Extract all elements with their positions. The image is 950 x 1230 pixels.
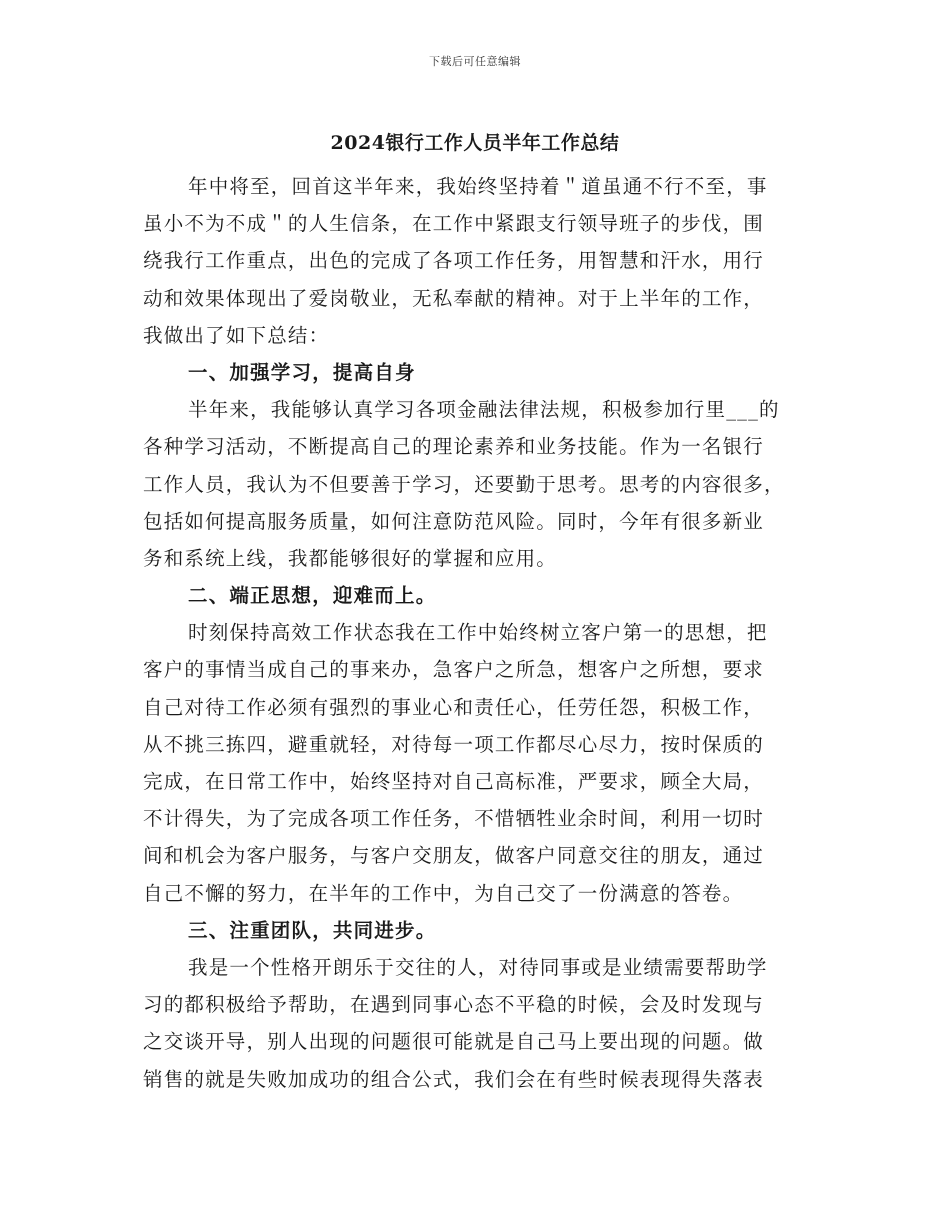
paragraph-line: 工作人员，我认为不但要善于学习，还要勤于思考。思考的内容很多， [143, 472, 785, 496]
paragraph-line: 绕我行工作重点，出色的完成了各项工作任务，用智慧和汗水，用行 [143, 249, 765, 273]
section-heading: 二、端正思想，迎难而上。 [188, 584, 437, 608]
paragraph-line: 虽小不为不成＂的人生信条，在工作中紧跟支行领导班子的步伐，围 [143, 212, 765, 236]
paragraph-line: 从不挑三拣四，避重就轻，对待每一项工作都尽心尽力，按时保质的 [143, 732, 765, 756]
download-note: 下载后可任意编辑 [429, 55, 521, 68]
section-heading: 一、加强学习，提高自身 [188, 360, 416, 384]
paragraph-line: 包括如何提高服务质量，如何注意防范风险。同时，今年有很多新业 [143, 509, 765, 533]
paragraph-line: 务和系统上线，我都能够很好的掌握和应用。 [143, 546, 558, 570]
paragraph-line: 不计得失，为了完成各项工作任务，不惜牺牲业余时间，利用一切时 [143, 807, 765, 831]
paragraph-line: 自己不懈的努力，在半年的工作中，为自己交了一份满意的答卷。 [143, 881, 744, 905]
page-title: 2024银行工作人员半年工作总结 [330, 132, 620, 154]
paragraph-line: 客户的事情当成自己的事来办，急客户之所急，想客户之所想，要求 [143, 658, 765, 682]
paragraph-line: 年中将至，回首这半年来，我始终坚持着＂道虽通不行不至，事 [188, 175, 768, 198]
document-body [143, 168, 823, 1098]
paragraph-line: 之交谈开导，别人出现的问题很可能就是自己马上要出现的问题。做 [143, 1030, 765, 1054]
paragraph-line: 动和效果体现出了爱岗敬业，无私奉献的精神。对于上半年的工作， [143, 286, 765, 310]
paragraph-line: 完成，在日常工作中，始终坚持对自己高标准，严要求，顾全大局， [143, 770, 765, 793]
paragraph-line: 自己对待工作必须有强烈的事业心和责任心，任劳任怨，积极工作， [143, 695, 765, 719]
paragraph-line: 各种学习活动，不断提高自己的理论素养和业务技能。作为一名银行 [143, 435, 765, 459]
section-heading: 三、注重团队，共同进步。 [188, 918, 437, 942]
paragraph-line: 习的都积极给予帮助，在遇到同事心态不平稳的时候，会及时发现与 [143, 993, 765, 1017]
paragraph-line: 间和机会为客户服务，与客户交朋友，做客户同意交往的朋友，通过 [143, 844, 765, 868]
paragraph-line: 我是一个性格开朗乐于交往的人，对待同事或是业绩需要帮助学 [188, 955, 768, 979]
paragraph-line: 销售的就是失败加成功的组合公式，我们会在有些时候表现得失落表 [143, 1067, 765, 1091]
paragraph-line: 半年来，我能够认真学习各项金融法律法规，积极参加行里___的 [188, 398, 780, 422]
paragraph-line: 我做出了如下总结： [143, 323, 330, 347]
paragraph-line: 时刻保持高效工作状态我在工作中始终树立客户第一的思想，把 [188, 621, 768, 645]
